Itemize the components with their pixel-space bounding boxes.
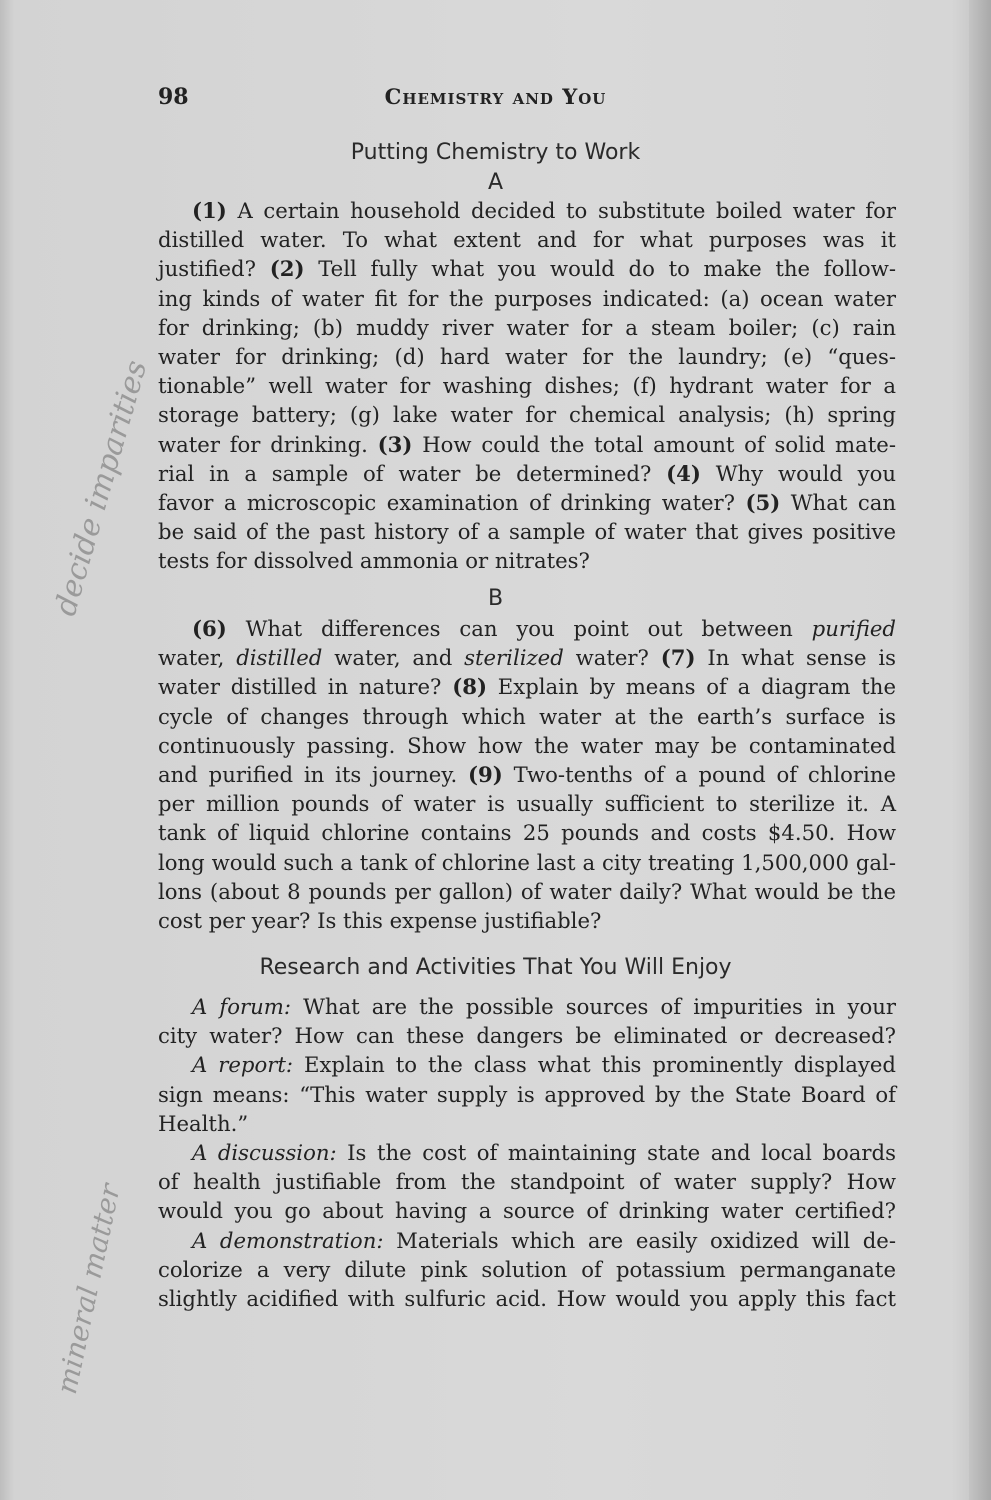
text-line: lons (about 8 pounds per gallon) of water daily? What would be the (158, 878, 896, 904)
text-line: water for drinking; (d) hard water for the laundry; (e) “ques- (158, 343, 896, 369)
text-line: (1) A certain household decided to substitute boiled water for (192, 198, 896, 223)
page-edge-shadow (969, 0, 991, 1500)
text-line: tionable” well water for washing dishes; (f) hydrant water for a (158, 373, 896, 399)
text-line: colorize a very dilute pink solution of potassium permanganate (158, 1256, 896, 1282)
text-line: long would such a tank of chlorine last a city treating 1,500,000 gal- (158, 849, 896, 875)
text-line: would you go about having a source of drinking water certified? (158, 1198, 896, 1224)
text-line: A report: Explain to the class what this prominently displayed (192, 1052, 896, 1078)
margin-note-handwriting: decide imparities (48, 356, 155, 620)
text-line: water for drinking. (3) How could the total amount of solid mate- (158, 431, 896, 457)
research-activities (158, 992, 896, 1313)
text-line: tests for dissolved ammonia or nitrates? (158, 548, 590, 574)
text-line: sign means: “This water supply is approved by the State Board of (158, 1081, 896, 1107)
margin-note-handwriting: mineral matter (50, 1180, 127, 1397)
text-line: continuously passing. Show how the water may be contaminated (158, 732, 896, 758)
text-line: be said of the past history of a sample of water that gives positive (158, 519, 896, 545)
text-line: A forum: What are the possible sources of impurities in your (192, 994, 896, 1019)
running-title: Chemistry and You (384, 84, 607, 109)
text-line: cost per year? Is this expense justifiable? (158, 907, 602, 933)
text-line: rial in a sample of water be determined? (4) Why would you (158, 460, 896, 486)
research-title: Research and Activities That You Will Enjoy (259, 955, 732, 980)
part-b-label: B (487, 586, 504, 611)
part-a-label: A (487, 170, 504, 195)
text-line: city water? How can these dangers be eliminated or decreased? (158, 1023, 896, 1049)
text-line: water, distilled water, and sterilized water? (7) In what sense is (158, 645, 896, 671)
text-line: (6) What differences can you point out between purified (192, 616, 896, 641)
text-line: cycle of changes through which water at the earth’s surface is (158, 703, 896, 729)
text-line: water distilled in nature? (8) Explain by means of a diagram the (158, 674, 896, 700)
page-number: 98 (158, 84, 189, 110)
text-line: A demonstration: Materials which are easily oxidized will de- (192, 1227, 897, 1253)
text-line: tank of liquid chlorine contains 25 pounds and costs $4.50. How (158, 820, 896, 846)
text-line: justified? (2) Tell fully what you would do to make the follow- (158, 256, 896, 282)
text-line: of health justifiable from the standpoint of water supply? How (158, 1169, 896, 1195)
text-line: Health.” (158, 1110, 249, 1136)
text-line: slightly acidified with sulfuric acid. How would you apply this fact (158, 1285, 896, 1311)
text-line: A discussion: Is the cost of maintaining state and local boards (192, 1139, 896, 1165)
part-b-questions (158, 614, 896, 935)
text-line: ing kinds of water fit for the purposes indicated: (a) ocean water (158, 285, 896, 311)
text-line: storage battery; (g) lake water for chemical analysis; (h) spring (158, 402, 896, 428)
part-a-questions (158, 196, 896, 575)
text-line: per million pounds of water is usually sufficient to sterilize it. A (158, 791, 896, 817)
text-line: and purified in its journey. (9) Two-tenths of a pound of chlorine (158, 761, 897, 787)
text-line: favor a microscopic examination of drinking water? (5) What can (158, 489, 896, 515)
section-title: Putting Chemistry to Work (350, 140, 641, 165)
text-line: for drinking; (b) muddy river water for a steam boiler; (c) rain (158, 314, 896, 340)
text-line: distilled water. To what extent and for what purposes was it (158, 227, 896, 253)
